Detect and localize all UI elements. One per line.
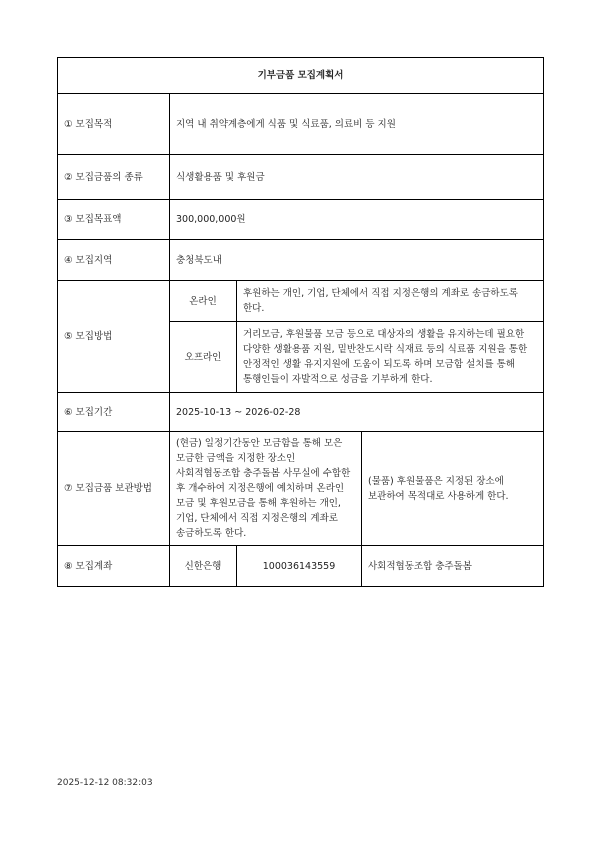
region-value: 충청북도내 <box>170 240 544 281</box>
account-bank: 신한은행 <box>170 546 237 587</box>
online-label: 온라인 <box>170 281 237 322</box>
purpose-label: ① 모집목적 <box>58 94 170 155</box>
account-number: 100036143559 <box>237 546 362 587</box>
offline-label: 오프라인 <box>170 322 237 393</box>
target-value: 300,000,000원 <box>170 200 544 240</box>
plan-table <box>57 57 544 587</box>
offline-text: 거리모금, 후원물품 모금 등으로 대상자의 생활을 유지하는데 필요한 다양한 생활용품 지원, 밑반찬도시락 식재료 등의 식료품 지원을 통한 안정적인 생활 유지지원에 도움이 되도록 하며 모금함 설치를 통해 통행인들이 자발적으로 성금을 기부하게 한다. <box>237 322 544 393</box>
kind-value: 식생활용품 및 후원금 <box>170 155 544 200</box>
account-holder: 사회적협동조합 충주돌봄 <box>362 546 544 587</box>
method-label: ⑤ 모집방법 <box>58 281 170 393</box>
account-label: ⑧ 모집계좌 <box>58 546 170 587</box>
purpose-value: 지역 내 취약계층에게 식품 및 식료품, 의료비 등 지원 <box>170 94 544 155</box>
storage-label: ⑦ 모집금품 보관방법 <box>58 432 170 546</box>
storage-goods-text: (물품) 후원물품은 지정된 장소에 보관하여 목적대로 사용하게 한다. <box>362 432 544 546</box>
print-timestamp: 2025-12-12 08:32:03 <box>57 778 153 788</box>
period-label: ⑥ 모집기간 <box>58 393 170 432</box>
target-label: ③ 모집목표액 <box>58 200 170 240</box>
kind-label: ② 모집금품의 종류 <box>58 155 170 200</box>
period-value: 2025-10-13 ~ 2026-02-28 <box>170 393 544 432</box>
storage-cash-text: (현금) 일정기간동안 모금함을 통해 모은 모금한 금액을 지정한 장소인 사회적협동조합 충주돌봄 사무실에 수합한 후 개수하여 지정은행에 예치하며 온라인 모금 및 후원모금을 통해 후원하는 개인, 기업, 단체에서 직접 지정은행의 계좌로 송금하도록 한다. <box>170 432 362 546</box>
online-text: 후원하는 개인, 기업, 단체에서 직접 지정은행의 계좌로 송금하도록 한다. <box>237 281 544 322</box>
document-title: 기부금품 모집계획서 <box>58 58 544 94</box>
region-label: ④ 모집지역 <box>58 240 170 281</box>
